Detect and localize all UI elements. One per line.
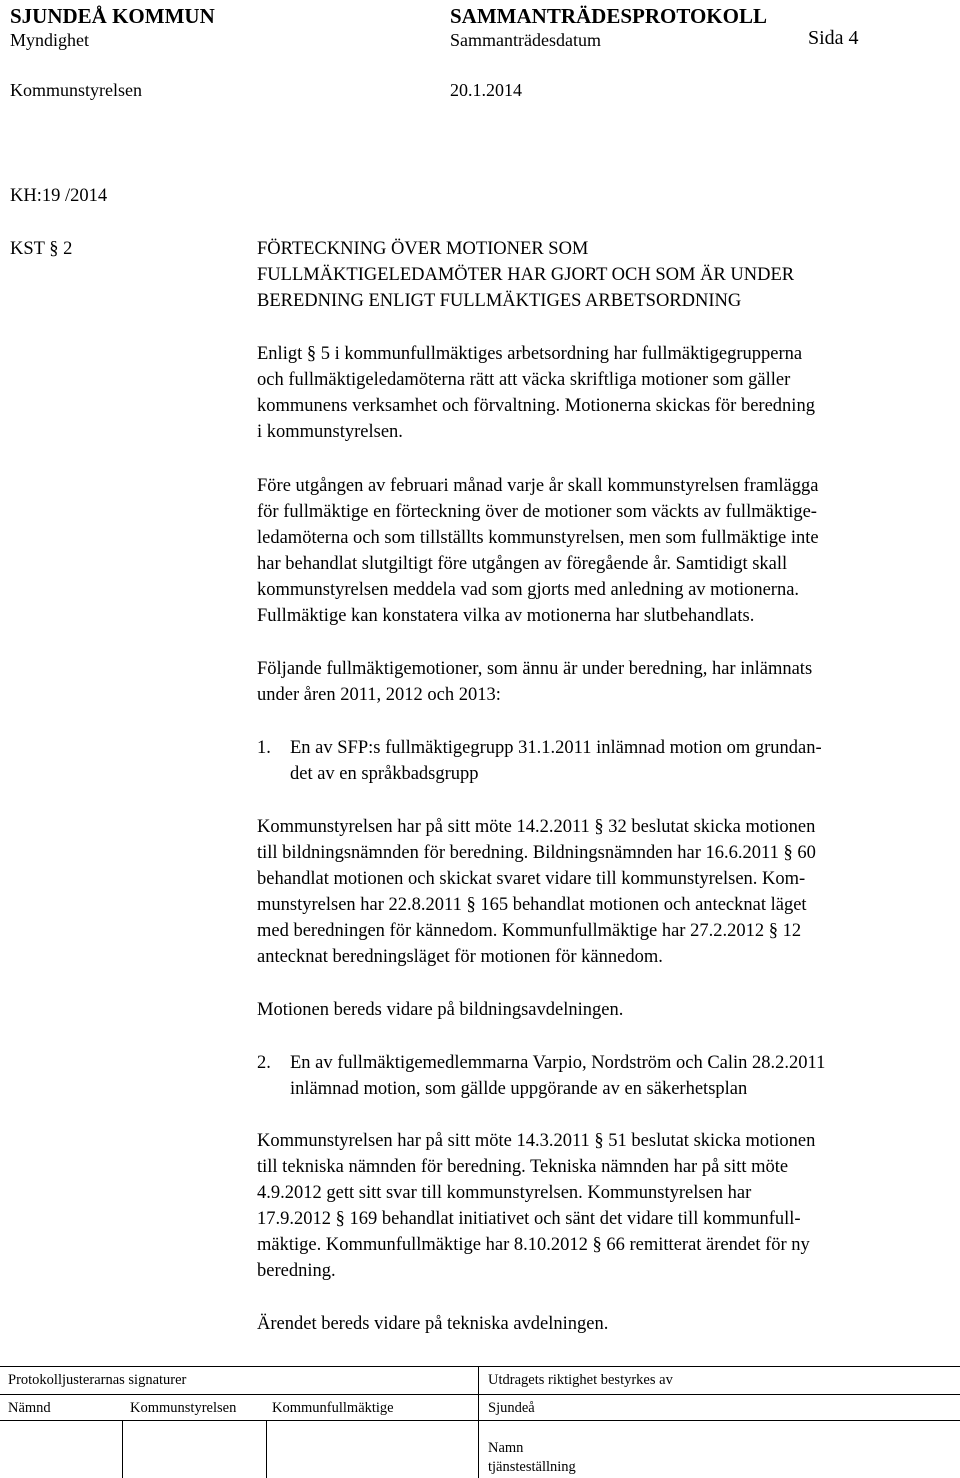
text-line: En av SFP:s fullmäktigegrupp 31.1.2011 inlämnad motion om grundan-	[290, 738, 822, 758]
case-title-line: FULLMÄKTIGELEDAMÖTER HAR GJORT OCH SOM ÄR UNDER	[257, 265, 795, 285]
item-title	[290, 1050, 950, 1102]
text-line: antecknat beredningsläget för motionen för kännedom.	[257, 947, 663, 967]
text-line: kommunstyrelsen meddela vad som gjorts med anledning av motionerna.	[257, 580, 800, 600]
case-title	[257, 236, 947, 314]
text-line: 4.9.2012 gett sitt svar till kommunstyrelsen. Kommunstyrelsen har	[257, 1183, 752, 1203]
item-status: Motionen bereds vidare på bildningsavdelningen.	[257, 1000, 624, 1020]
text-line: mäktige. Kommunfullmäktige har 8.10.2012 § 66 remitterat ärendet för ny	[257, 1235, 810, 1255]
item-description	[257, 814, 947, 970]
text-line: kommunens verksamhet och förvaltning. Motionerna skickas för beredning	[257, 396, 815, 416]
footer-divider-col	[122, 1420, 123, 1478]
text-line: med beredningen för kännedom. Kommunfullmäktige har 27.2.2012 § 12	[257, 921, 802, 941]
text-line: Följande fullmäktigemotioner, som ännu är under beredning, har inlämnats	[257, 659, 813, 679]
text-line: ledamöterna och som tillställts kommunstyrelsen, men som fullmäktige inte	[257, 528, 819, 548]
footer-column-label: Nämnd	[8, 1400, 51, 1416]
text-line: och fullmäktigeledamöterna rätt att väcka skriftliga motioner som gäller	[257, 370, 791, 390]
document-type: SAMMANTRÄDESPROTOKOLL	[450, 4, 767, 28]
text-line: 17.9.2012 § 169 behandlat initiativet och sänt det vidare till kommunfull-	[257, 1209, 801, 1229]
footer-column-label: Sjundeå	[488, 1400, 535, 1416]
date-label: Sammanträdesdatum	[450, 30, 601, 50]
authority-name: Kommunstyrelsen	[10, 80, 142, 100]
footer-divider-center	[478, 1366, 479, 1478]
name-label: Namn	[488, 1440, 524, 1456]
case-number: KH:19 /2014	[10, 186, 108, 206]
footer-divider-col	[266, 1420, 267, 1478]
signatures-label: Protokolljusterarnas signaturer	[8, 1372, 187, 1388]
footer-column-label: Kommunfullmäktige	[272, 1400, 394, 1416]
text-line: behandlat motionen och skickat svaret vidare till kommunstyrelsen. Kom-	[257, 869, 806, 889]
certify-label: Utdragets riktighet bestyrkes av	[488, 1372, 673, 1388]
paragraph-2	[257, 473, 947, 629]
text-line: under åren 2011, 2012 och 2013:	[257, 685, 501, 705]
case-title-line: FÖRTECKNING ÖVER MOTIONER SOM	[257, 239, 589, 259]
footer-divider-top	[0, 1366, 960, 1367]
paragraph-1	[257, 341, 947, 445]
footer-divider-low	[0, 1420, 960, 1421]
paragraph-3	[257, 656, 947, 708]
text-line: till bildningsnämnden för beredning. Bildningsnämnden har 16.6.2011 § 60	[257, 843, 816, 863]
organization-name: SJUNDEÅ KOMMUN	[10, 4, 215, 28]
item-title	[290, 735, 950, 787]
text-line: i kommunstyrelsen.	[257, 422, 403, 442]
text-line: inlämnad motion, som gällde uppgörande av en säkerhetsplan	[290, 1079, 748, 1099]
text-line: Enligt § 5 i kommunfullmäktiges arbetsordning har fullmäktigegrupperna	[257, 344, 803, 364]
authority-label: Myndighet	[10, 30, 89, 50]
text-line: har behandlat slutgiltigt före utgången av föregående år. Samtidigt skall	[257, 554, 788, 574]
item-number: 2.	[257, 1053, 271, 1073]
text-line: till tekniska nämnden för beredning. Tekniska nämnden har på sitt möte	[257, 1157, 789, 1177]
text-line: Fullmäktige kan konstatera vilka av motionerna har slutbehandlats.	[257, 606, 755, 626]
item-status: Ärendet bereds vidare på tekniska avdelningen.	[257, 1314, 609, 1334]
text-line: En av fullmäktigemedlemmarna Varpio, Nordström och Calin 28.2.2011	[290, 1053, 826, 1073]
text-line: för fullmäktige en förteckning över de motioner som väckts av fullmäktige-	[257, 502, 817, 522]
text-line: Kommunstyrelsen har på sitt möte 14.3.2011 § 51 beslutat skicka motionen	[257, 1131, 816, 1151]
section-number: KST § 2	[10, 239, 73, 259]
item-description	[257, 1128, 947, 1284]
text-line: Före utgången av februari månad varje år skall kommunstyrelsen framlägga	[257, 476, 819, 496]
text-line: det av en språkbadsgrupp	[290, 764, 479, 784]
footer-divider-mid	[0, 1394, 960, 1395]
meeting-date: 20.1.2014	[450, 80, 522, 100]
item-number: 1.	[257, 738, 271, 758]
footer-column-label: Kommunstyrelsen	[130, 1400, 237, 1416]
text-line: Kommunstyrelsen har på sitt möte 14.2.2011 § 32 beslutat skicka motionen	[257, 817, 816, 837]
case-title-line: BEREDNING ENLIGT FULLMÄKTIGES ARBETSORDNING	[257, 291, 742, 311]
text-line: munstyrelsen har 22.8.2011 § 165 behandlat motionen och antecknat läget	[257, 895, 807, 915]
text-line: beredning.	[257, 1261, 336, 1281]
position-label: tjänsteställning	[488, 1459, 576, 1475]
page-number: Sida 4	[808, 27, 859, 49]
